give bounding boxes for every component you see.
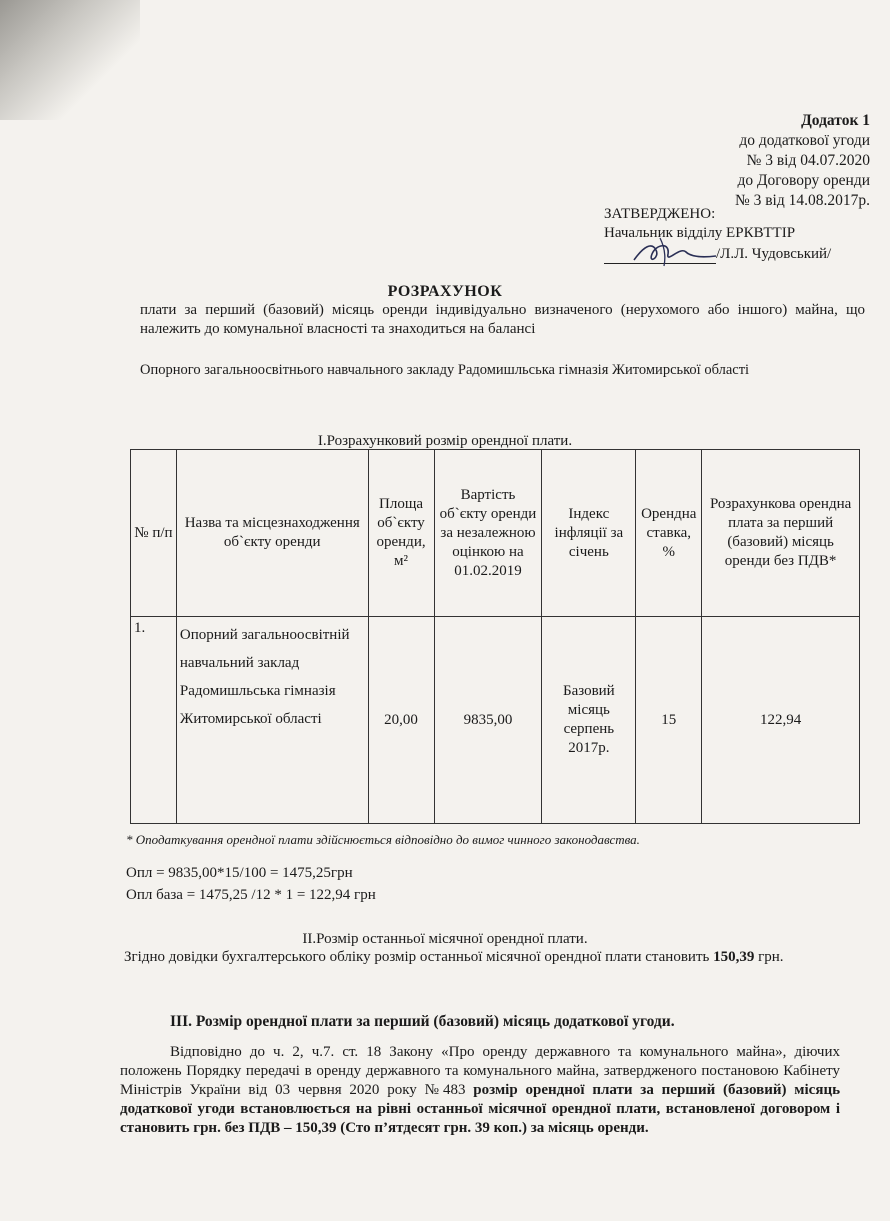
section-1-title: І.Розрахунковий розмір орендної плати. xyxy=(317,433,573,449)
section-2-title: ІІ.Розмір останньої місячної орендної плати. xyxy=(302,931,588,947)
cell-object-name: Опорний загальноосвітній навчальний заклад Радомишльська гімназія Житомирської області xyxy=(176,617,368,824)
section-3-body: Відповідно до ч. 2, ч.7. ст. 18 Закону «Про оренду державного та комунального майна», діючих положень Порядку передачі в оренду державного та комунального майна, затвердженого постановою Кабінету Міністрів України від 03 червня 2020 року №483 xyxy=(120,1044,840,1098)
header-inflation: Індекс інфляції за січень xyxy=(542,450,636,617)
scan-corner-shadow xyxy=(0,0,140,120)
section-2-body: Згідно довідки бухгалтерського обліку розмір останньої місячної орендної плати становить xyxy=(124,949,710,965)
header-value: Вартість об`єкту оренди за незалежною оцінкою на 01.02.2019 xyxy=(434,450,542,617)
header-rate: Орендна ставка, % xyxy=(636,450,702,617)
document-subtitle: плати за перший (базовий) місяць оренди індивідуально визначеного (нерухомого або іншого) майна, що належить до комунальної власності та знаходиться на балансі xyxy=(140,302,865,337)
balance-holder: Опорного загальноосвітнього навчального закладу Радомишльська гімназія Житомирської області xyxy=(140,362,750,378)
header-object-name: Назва та місцезнаходження об`єкту оренди xyxy=(176,450,368,617)
annex-line-4: № 3 від 14.08.2017р. xyxy=(734,192,870,209)
annex-block xyxy=(470,111,870,211)
section-3-conclusion: розмір орендної плати за перший (базовий) місяць додаткової угоди встановлюється на рівні останньої місячної орендної плати, встановленої договором і становить грн. без ПДВ – 150,39 (Сто п’ятдесят грн. 39 коп.) за місяць оренди. xyxy=(120,1082,841,1136)
approval-name: Л.Л. Чудовський/ xyxy=(720,246,832,262)
cell-inflation: Базовий місяць серпень 2017р. xyxy=(542,617,636,824)
approval-label: ЗАТВЕРДЖЕНО: xyxy=(604,206,716,222)
approval-signature-line: /Л.Л. Чудовський/ xyxy=(604,245,864,264)
header-area: Площа об`єкту оренди, м² xyxy=(368,450,434,617)
cell-area: 20,00 xyxy=(368,617,434,824)
annex-line-1: до додаткової угоди xyxy=(739,132,870,149)
cell-rent: 122,94 xyxy=(702,617,860,824)
rent-table xyxy=(130,449,860,824)
calculation-annual: Опл = 9835,00*15/100 = 1475,25грн xyxy=(126,865,353,881)
header-number: № п/п xyxy=(131,450,177,617)
document-title: РОЗРАХУНОК xyxy=(387,283,503,300)
table-row xyxy=(131,617,860,824)
cell-number: 1. xyxy=(131,617,177,824)
approval-position: Начальник відділу ЕРКВТТІР xyxy=(604,225,796,241)
cell-rate: 15 xyxy=(636,617,702,824)
section-2-unit: грн. xyxy=(754,949,784,965)
tax-footnote: * Оподаткування орендної плати здійснюється відповідно до вимог чинного законодавства. xyxy=(126,832,640,847)
section-3-title: ІІІ. Розмір орендної плати за перший (базовий) місяць додаткової угоди. xyxy=(170,1013,675,1030)
handwritten-signature-icon xyxy=(630,236,720,268)
cell-value: 9835,00 xyxy=(434,617,542,824)
calculation-monthly: Опл база = 1475,25 /12 * 1 = 122,94 грн xyxy=(126,887,376,903)
annex-line-3: до Договору оренди xyxy=(737,172,870,189)
annex-title: Додаток 1 xyxy=(801,112,870,129)
section-2-amount: 150,39 xyxy=(713,949,755,965)
annex-line-2: № 3 від 04.07.2020 xyxy=(746,152,870,169)
section-2-text xyxy=(124,948,844,966)
table-header-row xyxy=(131,450,860,617)
section-3-paragraph xyxy=(120,1043,840,1138)
header-rent: Розрахункова орендна плата за перший (базовий) місяць оренди без ПДВ* xyxy=(702,450,860,617)
